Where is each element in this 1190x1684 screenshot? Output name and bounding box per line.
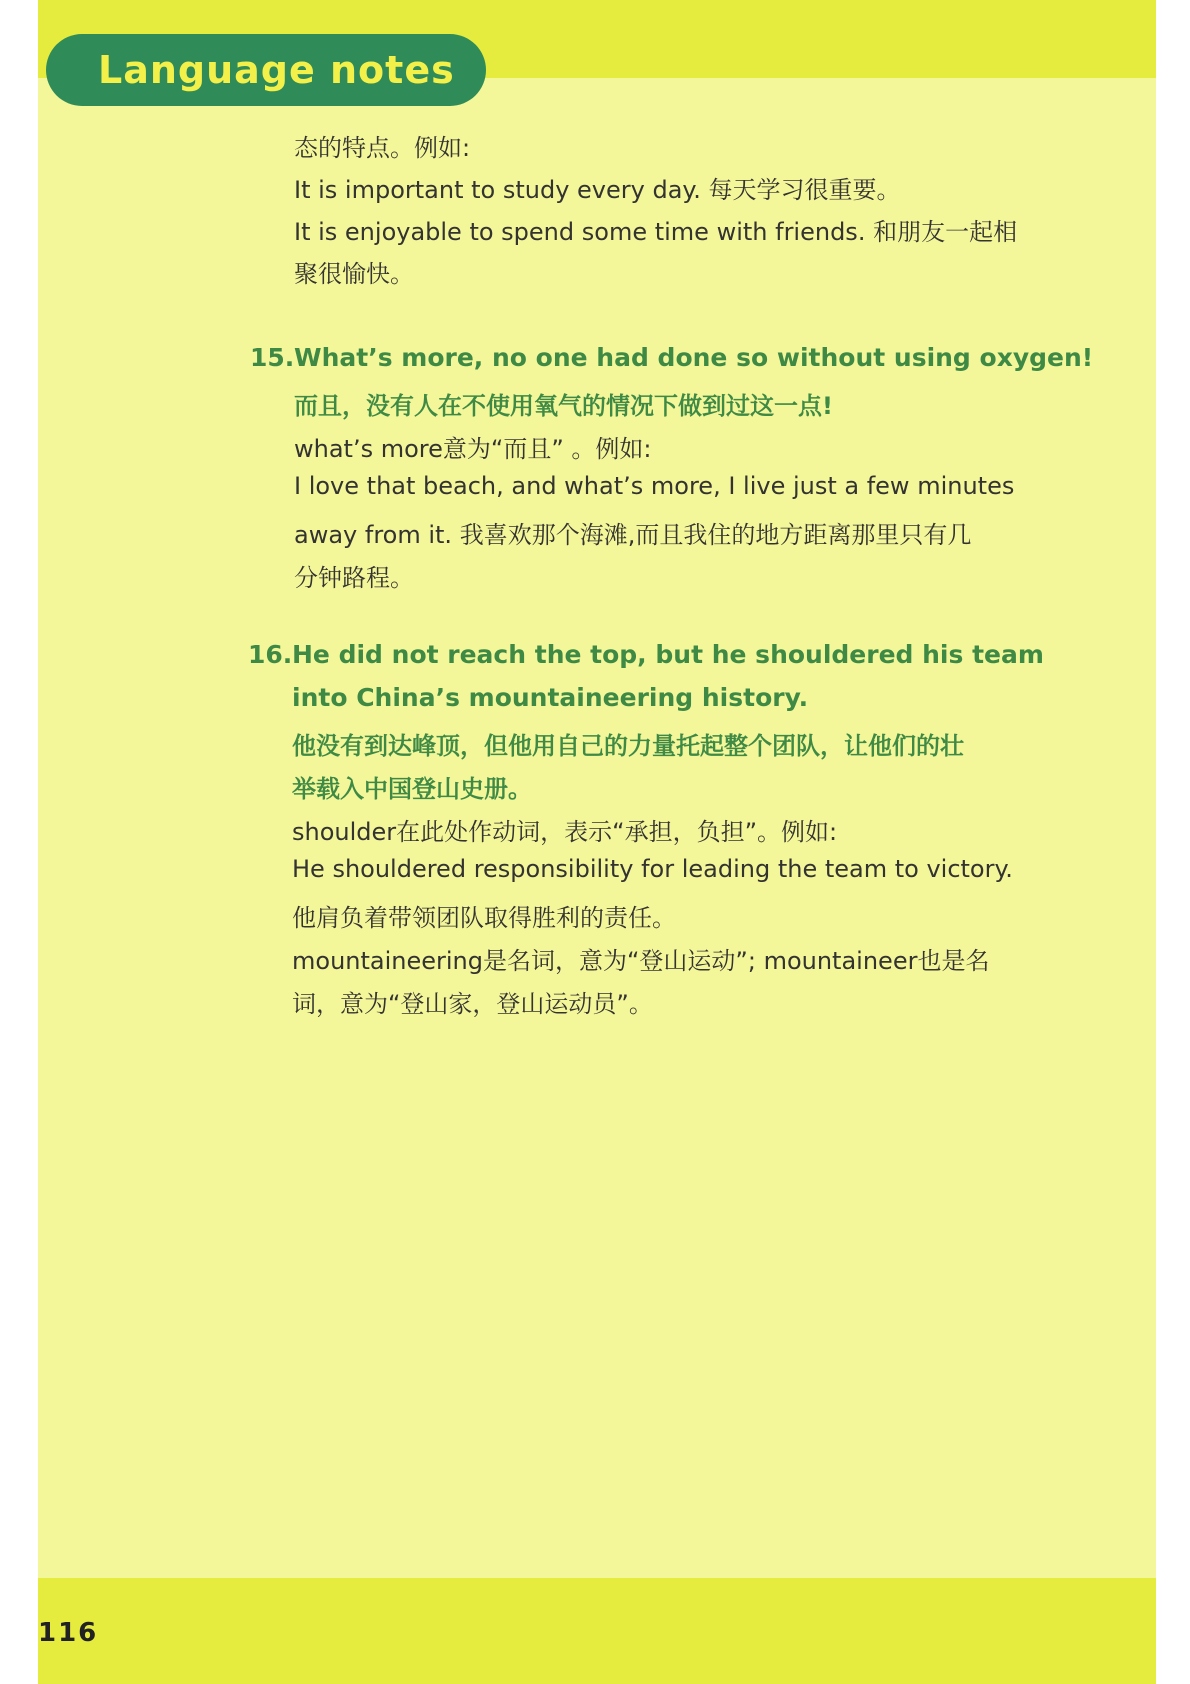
example-line: mountaineering是名词，意为“登山运动”; mountaineer也是名 xyxy=(292,947,990,975)
note-explanation: what’s more意为“而且” 。例如: xyxy=(294,435,652,463)
note-number: 15. xyxy=(250,343,295,372)
example-line: 他肩负着带领团队取得胜利的责任。 xyxy=(292,904,676,932)
notes-content xyxy=(38,0,1156,1684)
example-line: 词，意为“登山家，登山运动员”。 xyxy=(292,990,653,1018)
example-line: I love that beach, and what’s more, I live just a few minutes xyxy=(294,472,1015,500)
intro-line: 态的特点。例如: xyxy=(294,134,471,162)
note-translation: 举载入中国登山史册。 xyxy=(292,775,532,803)
intro-line: It is important to study every day. 每天学习很重要。 xyxy=(294,176,901,204)
example-line: 分钟路程。 xyxy=(294,564,414,592)
page xyxy=(38,0,1156,1684)
example-line: He shouldered responsibility for leading the team to victory. xyxy=(292,855,1013,883)
intro-line: It is enjoyable to spend some time with friends. 和朋友一起相 xyxy=(294,218,1018,246)
note-explanation: shoulder在此处作动词，表示“承担，负担”。例如: xyxy=(292,818,838,846)
note-number: 16. xyxy=(248,640,293,669)
page-number: 116 xyxy=(38,1618,99,1648)
note-translation: 而且，没有人在不使用氧气的情况下做到过这一点! xyxy=(294,392,833,420)
note-translation: 他没有到达峰顶，但他用自己的力量托起整个团队，让他们的壮 xyxy=(292,732,964,760)
section-title: Language notes xyxy=(98,48,455,92)
note-heading: What’s more, no one had done so without using oxygen! xyxy=(294,343,1094,372)
example-line: away from it. 我喜欢那个海滩,而且我住的地方距离那里只有几 xyxy=(294,521,972,549)
note-heading: He did not reach the top, but he shouldered his team xyxy=(292,640,1044,669)
note-heading: into China’s mountaineering history. xyxy=(292,683,809,712)
intro-line: 聚很愉快。 xyxy=(294,260,414,288)
